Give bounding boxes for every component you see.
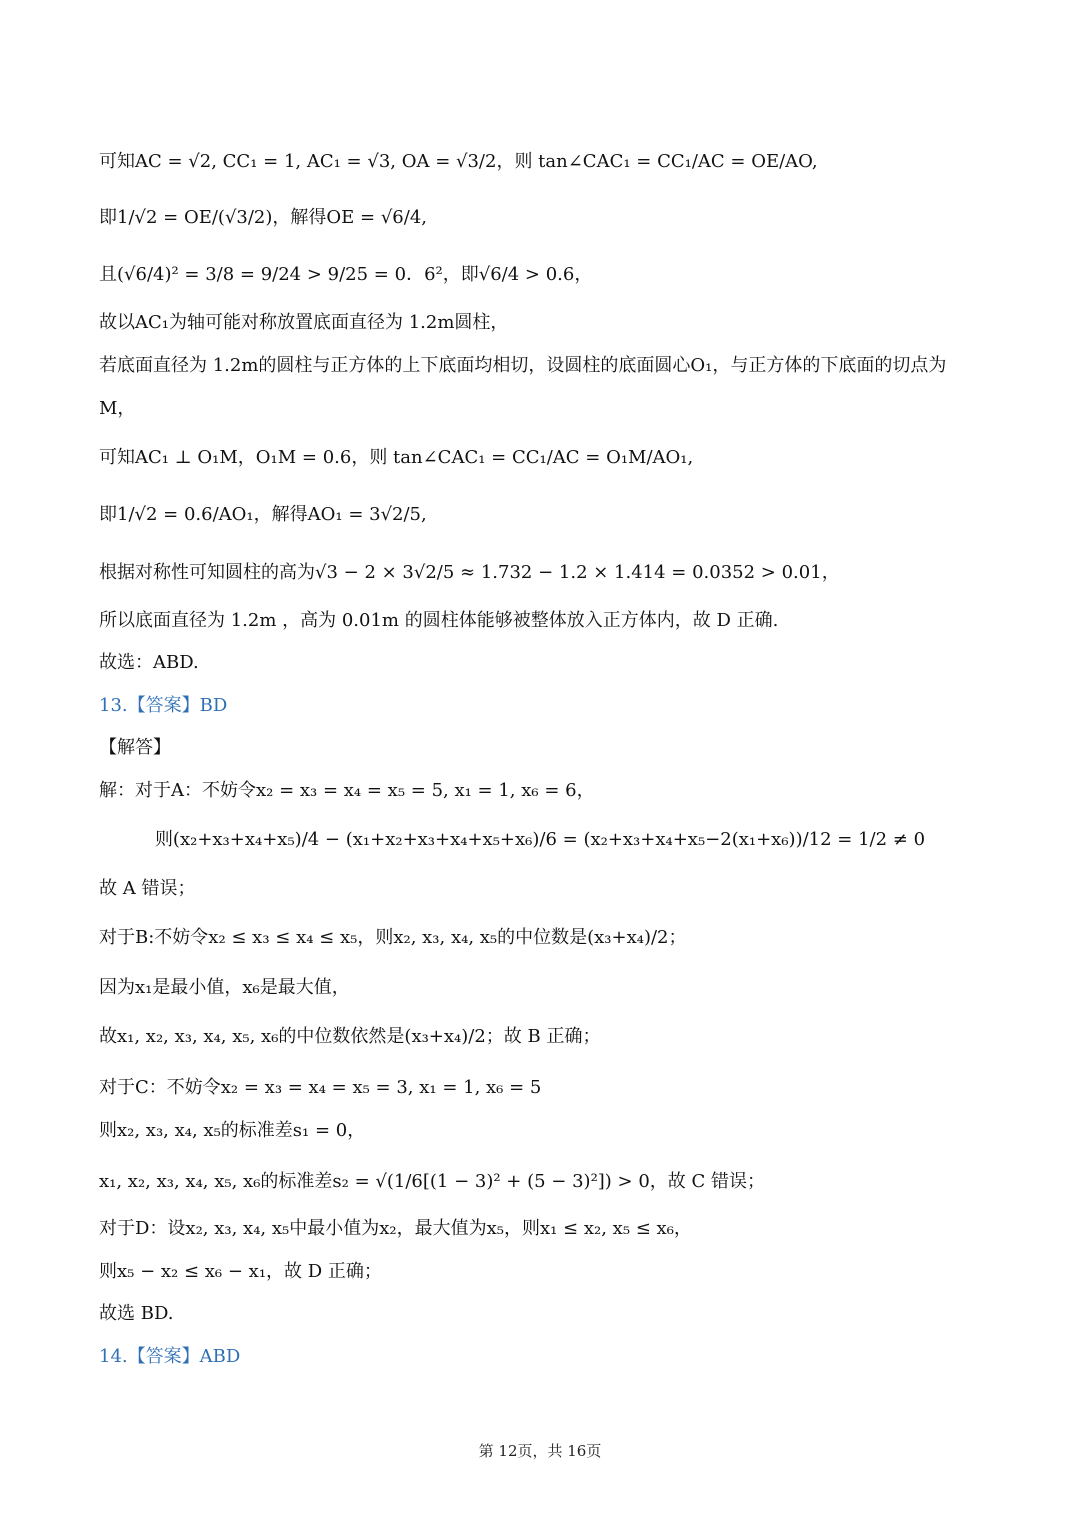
solution-line: 且(√6/4)² = 3/8 = 9/24 > 9/25 = 0．6²，即√6/4 > 0.6，	[99, 264, 593, 285]
solution-line: 故选 BD.	[99, 1303, 174, 1324]
answer-heading: 13.【答案】BD	[99, 695, 228, 716]
solution-line: 故选：ABD.	[99, 652, 199, 673]
solution-line: 所以底面直径为 1.2m ，高为 0.01m 的圆柱体能够被整体放入正方体内，故 D 正确.	[99, 610, 779, 631]
solution-line: 故 A 错误；	[99, 878, 196, 899]
solution-equation: 则(x₂+x₃+x₄+x₅)/4 − (x₁+x₂+x₃+x₄+x₅+x₆)/6 = (x₂+x₃+x₄+x₅−2(x₁+x₆))/12 = 1/2 ≠ 0	[154, 829, 926, 850]
page-footer: 第 12页，共 16页	[478, 1442, 602, 1460]
solution-line: 可知AC₁ ⊥ O₁M，O₁M = 0.6，则 tan∠CAC₁ = CC₁/AC = O₁M/AO₁,	[99, 447, 694, 468]
solution-heading: 【解答】	[99, 737, 171, 758]
solution-line: 解：对于A：不妨令x₂ = x₃ = x₄ = x₅ = 5, x₁ = 1, x₆ = 6，	[99, 780, 595, 801]
solution-line: 对于B:不妨令x₂ ≤ x₃ ≤ x₄ ≤ x₅，则x₂, x₃, x₄, x₅的中位数是(x₃+x₄)/2；	[99, 927, 687, 948]
solution-line: M，	[99, 398, 136, 419]
solution-line: 根据对称性可知圆柱的高为√3 − 2 × 3√2/5 ≈ 1.732 − 1.2 × 1.414 = 0.0352 > 0.01，	[99, 562, 840, 583]
solution-line: 若底面直径为 1.2m的圆柱与正方体的上下底面均相切，设圆柱的底面圆心O₁，与正方体的下底面的切点为	[99, 355, 947, 376]
solution-line: x₁, x₂, x₃, x₄, x₅, x₆的标准差s₂ = √(1/6[(1 − 3)² + (5 − 3)²]) > 0，故 C 错误；	[99, 1171, 766, 1192]
answer-heading: 14.【答案】ABD	[99, 1346, 241, 1367]
solution-line: 即1/√2 = 0.6/AO₁，解得AO₁ = 3√2/5,	[99, 504, 427, 525]
solution-line: 对于D：设x₂, x₃, x₄, x₅中最小值为x₂，最大值为x₅，则x₁ ≤ x₂, x₅ ≤ x₆，	[99, 1218, 692, 1239]
solution-line: 故以AC₁为轴可能对称放置底面直径为 1.2m圆柱，	[99, 312, 509, 333]
solution-line: 则x₂, x₃, x₄, x₅的标准差s₁ = 0，	[99, 1120, 366, 1141]
solution-line: 因为x₁是最小值，x₆是最大值，	[99, 977, 350, 998]
solution-line: 即1/√2 = OE/(√3/2)，解得OE = √6/4,	[99, 207, 427, 228]
solution-line: 则x₅ − x₂ ≤ x₆ − x₁，故 D 正确；	[99, 1261, 382, 1282]
solution-line: 对于C：不妨令x₂ = x₃ = x₄ = x₅ = 3, x₁ = 1, x₆ = 5	[99, 1077, 542, 1098]
solution-line: 可知AC = √2, CC₁ = 1, AC₁ = √3, OA = √3/2，则 tan∠CAC₁ = CC₁/AC = OE/AO,	[99, 151, 818, 172]
solution-line: 故x₁, x₂, x₃, x₄, x₅, x₆的中位数依然是(x₃+x₄)/2；故 B 正确；	[99, 1026, 601, 1047]
